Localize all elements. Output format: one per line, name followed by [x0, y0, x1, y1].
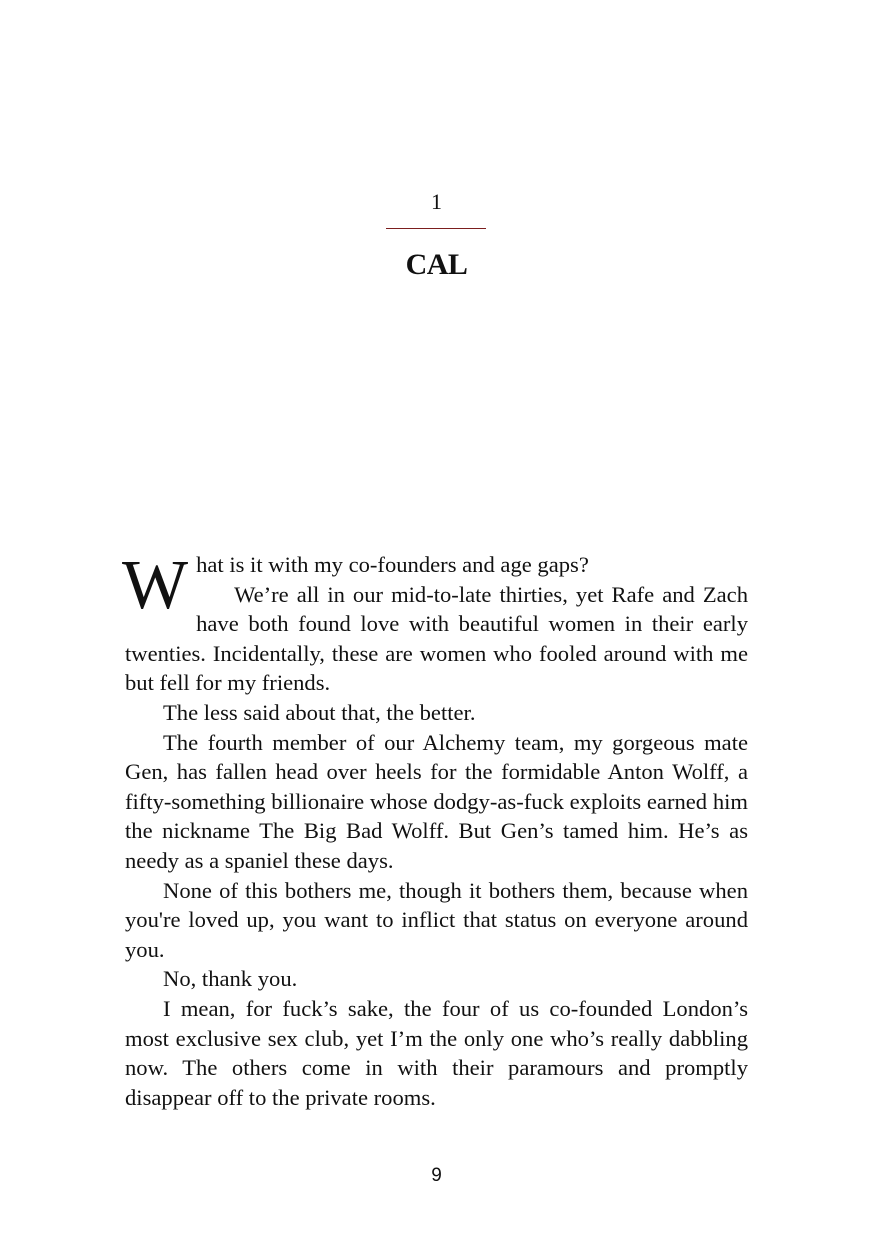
- chapter-divider: [386, 228, 486, 229]
- paragraph-2: We’re all in our mid-to-late thirties, yet Rafe and Zach have both found love with beautiful women in their early twenties. Incidentally, these are women who fooled around with me but fell for my friends.: [125, 581, 748, 696]
- paragraph-6: No, thank you.: [163, 966, 298, 992]
- paragraph-5: None of this bothers me, though it bothers them, because when you're loved up, you want to inflict that status on everyone around you.: [125, 877, 748, 962]
- paragraph-4: The fourth member of our Alchemy team, my gorgeous mate Gen, has fallen head over heels for the formidable Anton Wolff, a fifty-something billionaire whose dodgy-as-fuck exploits earned him the nickname The Big Bad Wolff. But Gen’s tamed him. He’s as needy as a spaniel these days.: [125, 729, 748, 873]
- paragraph-3: The less said about that, the better.: [163, 699, 476, 725]
- chapter-title: CAL: [405, 248, 468, 281]
- page-number: 9: [431, 1165, 442, 1186]
- paragraph-1: hat is it with my co-founders and age gaps?: [196, 552, 589, 577]
- body-text: [122, 547, 748, 1112]
- paragraph-7: I mean, for fuck’s sake, the four of us co-founded London’s most exclusive sex club, yet I’m the only one who’s really dabbling now. The others come in with their paramours and promptly disappear off to the private rooms.: [125, 995, 748, 1110]
- chapter-number: 1: [431, 189, 442, 214]
- drop-cap: W: [122, 547, 189, 624]
